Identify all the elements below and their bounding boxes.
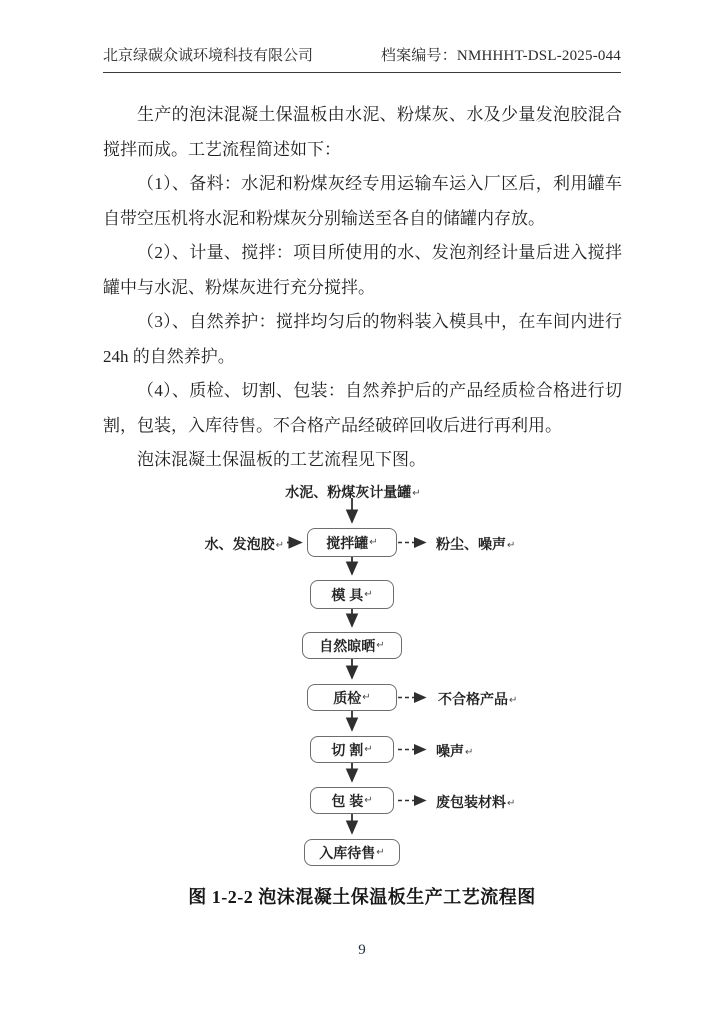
- dashed-arrow-right-icon: [398, 543, 425, 801]
- paragraph-mark-icon: ↵: [465, 747, 474, 758]
- paragraph-mark-icon: ↵: [376, 640, 385, 651]
- flowchart-step-cutting: 切 割 ↵: [310, 736, 394, 763]
- file-number-value: NMHHHT-DSL-2025-044: [456, 48, 621, 64]
- flowchart-emission-noise: 噪声↵: [436, 743, 474, 759]
- document-body: [103, 98, 622, 478]
- process-flowchart: [0, 478, 724, 878]
- figure-caption: 图 1-2-2 泡沫混凝土保温板生产工艺流程图: [188, 887, 536, 907]
- paragraph-mark-icon: ↵: [507, 540, 516, 551]
- paragraph-mark-icon: ↵: [507, 798, 516, 809]
- paragraph-mark-icon: ↵: [364, 589, 373, 600]
- paragraph-mark-icon: ↵: [509, 695, 518, 706]
- flowchart-source-label: 水泥、粉煤灰计量罐↵: [285, 484, 421, 500]
- flowchart-step-storage-for-sale: 入库待售 ↵: [304, 839, 400, 866]
- flowchart-step-mixing-tank: 搅拌罐 ↵: [307, 528, 397, 557]
- flowchart-step-packing: 包 装 ↵: [310, 787, 394, 814]
- paragraph-mark-icon: ↵: [364, 744, 373, 755]
- page-number: 9: [358, 942, 366, 958]
- flowchart-input-label: 水、发泡胶↵: [204, 536, 284, 552]
- file-number-label: 档案编号：: [380, 48, 457, 64]
- paragraph-step-1: （1）、备料：水泥和粉煤灰经专用运输车运入厂区后，利用罐车自带空压机将水泥和粉煤灰分别输送至各自的储罐内存放。: [103, 174, 622, 228]
- page-header: [103, 47, 621, 73]
- paragraph-step-4: （4）、质检、切割、包装：自然养护后的产品经质检合格进行切割，包装，入库待售。不合格产品经破碎回收后进行再利用。: [103, 381, 622, 435]
- paragraph-step-2: （2）、计量、搅拌：项目所使用的水、发泡剂经计量后进入搅拌罐中与水泥、粉煤灰进行充分搅拌。: [103, 243, 622, 297]
- flowchart-step-mold: 模 具 ↵: [310, 580, 394, 609]
- flowchart-emission-rejected-products: 不合格产品↵: [438, 691, 518, 707]
- header-file-number: [381, 47, 621, 66]
- paragraph-intro: 生产的泡沫混凝土保温板由水泥、粉煤灰、水及少量发泡胶混合搅拌而成。工艺流程简述如下：: [103, 105, 622, 159]
- paragraph-mark-icon: ↵: [362, 692, 371, 703]
- paragraph-mark-icon: ↵: [364, 795, 373, 806]
- flowchart-step-quality-inspection: 质检 ↵: [307, 684, 397, 711]
- paragraph-step-3: （3）、自然养护：搅拌均匀后的物料装入模具中，在车间内进行 24h 的自然养护。: [103, 312, 622, 366]
- paragraph-mark-icon: ↵: [376, 847, 385, 858]
- paragraph-mark-icon: ↵: [369, 537, 378, 548]
- paragraph-figure-ref: 泡沫混凝土保温板的工艺流程见下图。: [137, 450, 426, 469]
- flowchart-step-natural-drying: 自然晾晒 ↵: [302, 632, 402, 659]
- paragraph-mark-icon: ↵: [412, 488, 421, 499]
- flowchart-emission-dust-noise: 粉尘、噪声↵: [436, 536, 516, 552]
- paragraph-mark-icon: ↵: [275, 540, 284, 551]
- header-company: 北京绿碳众诚环境科技有限公司: [103, 48, 314, 64]
- flowchart-emission-waste-packaging: 废包装材料↵: [436, 794, 516, 810]
